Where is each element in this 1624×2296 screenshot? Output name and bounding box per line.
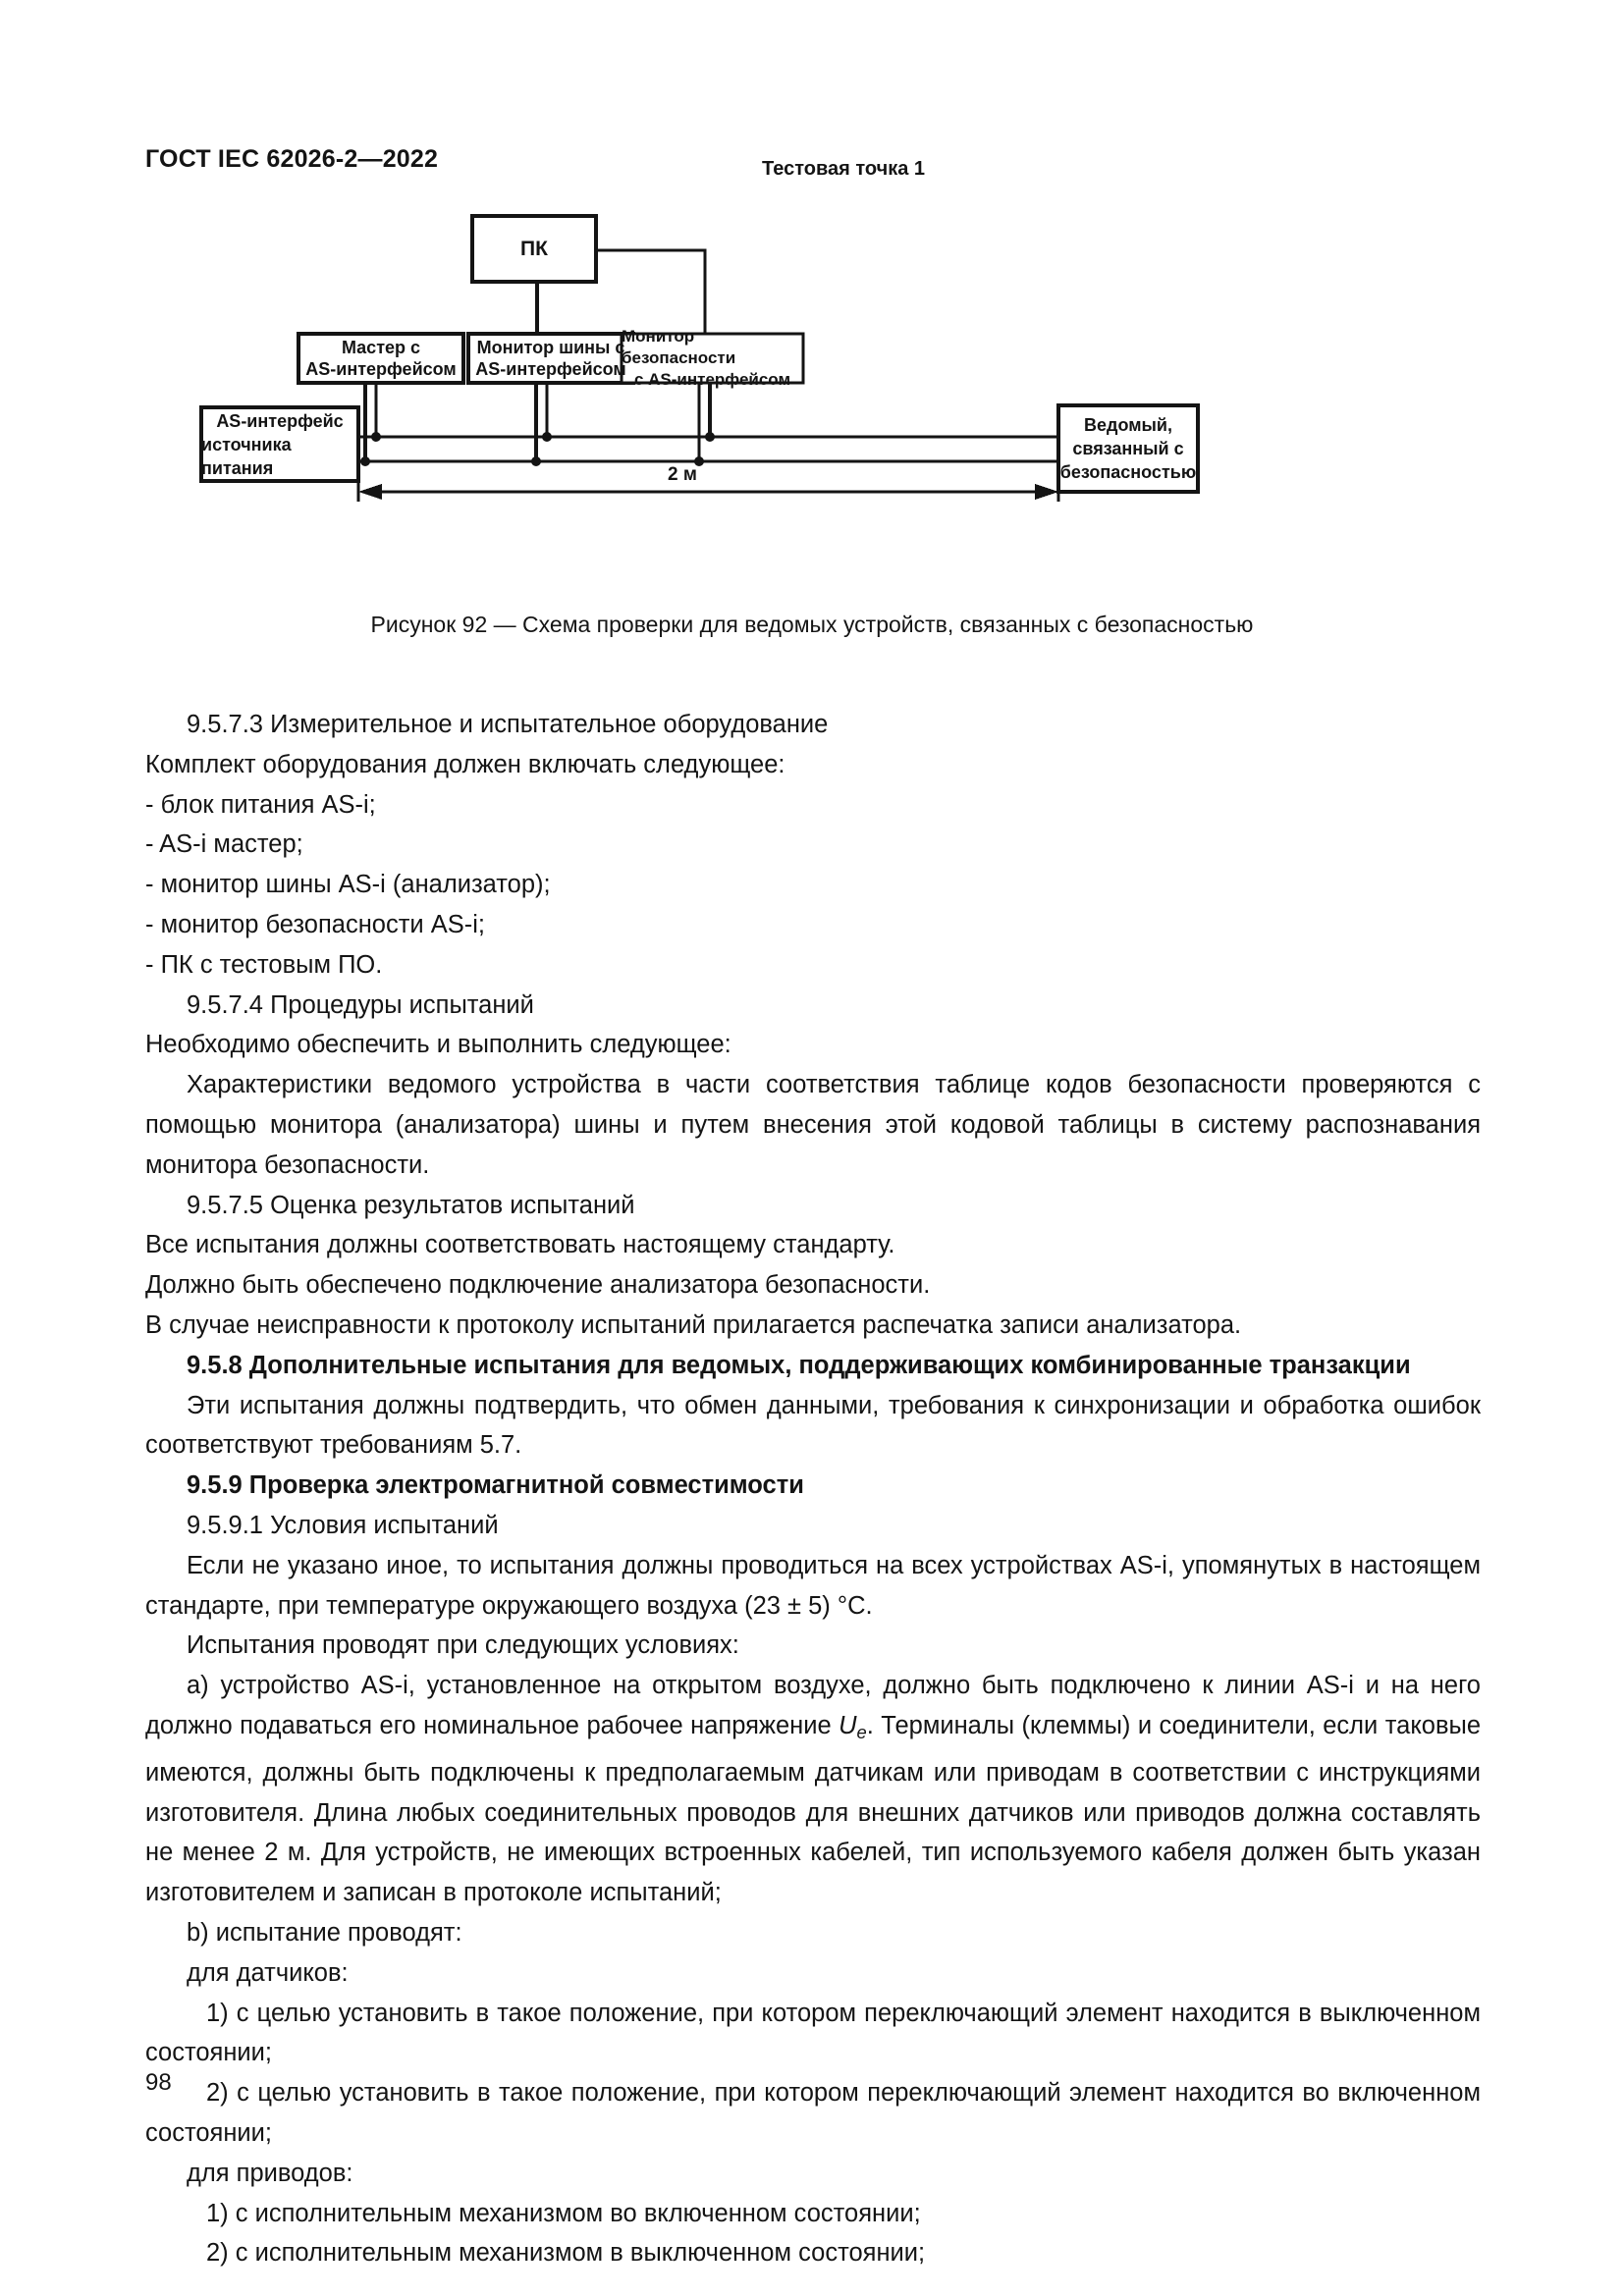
figure-label-pc: ПК — [520, 237, 548, 260]
para-item-a — [145, 1666, 1481, 1913]
para-actuators-label: для приводов: — [187, 2159, 353, 2187]
para-sensors-item-2: 2) с целью установить в такое положение, при котором переключающий элемент находится во включенном состоянии; — [145, 2079, 1481, 2148]
heading-9-5-7-3: 9.5.7.3 Измерительное и испытательное оборудование — [187, 711, 829, 738]
figure-label-master-line1: Мастер с — [341, 338, 421, 357]
para-sensors-label: для датчиков: — [187, 1958, 349, 1987]
para-item-a-part2: . Терминалы (клеммы) и соединители, если таковые имеются, должны быть подключены к предполагаемым датчикам или приводам в соответствии с инструкциями изготовителя. Длина любых соединительных проводов для внешних датчиков или приводов должна составлять не менее 2 м. Для устройств, не имеющих встроенных кабелей, тип используемого кабеля должен быть указан изготовителем и записан в протоколе испытаний; — [145, 1711, 1481, 1907]
page-number: 98 — [145, 2069, 172, 2096]
box-as-master — [298, 334, 463, 383]
figure-label-safety-monitor-line1: Монитор безопасности — [622, 327, 736, 367]
box-safety-monitor — [622, 334, 803, 383]
heading-9-5-8: 9.5.8 Дополнительные испытания для ведомых, поддерживающих комбинированные транзакции — [187, 1351, 1411, 1379]
figure-label-power-supply-line1: AS-интерфейс — [216, 410, 344, 431]
para-item-b: b) испытание проводят: — [187, 1919, 462, 1948]
figure-label-bus-monitor-line1: Монитор шины с — [476, 338, 625, 357]
figure-label-slave-line2: связанный с — [1072, 439, 1184, 458]
para-all-tests-comply: Все испытания должны соответствовать настоящему стандарту. — [145, 1231, 895, 1259]
figure-92-caption: Рисунок 92 — Схема проверки для ведомых устройств, связанных с безопасностью — [370, 612, 1254, 637]
para-conditions-intro: Испытания проводят при следующих условиях: — [187, 1631, 739, 1660]
para-sensors-item-1: 1) с целью установить в такое положение, при котором переключающий элемент находится в выключенном состоянии; — [145, 1999, 1481, 2067]
figure-label-bus-monitor-line2: AS-интерфейсом — [475, 359, 626, 379]
para-actuators-item-2: 2) с исполнительным механизмом в выключенном состоянии; — [206, 2239, 926, 2268]
para-analyzer-connection: Должно быть обеспечено подключение анализатора безопасности. — [145, 1271, 931, 1300]
para-procedures-intro: Необходимо обеспечить и выполнить следующее: — [145, 1031, 731, 1059]
heading-9-5-9-1: 9.5.9.1 Условия испытаний — [187, 1511, 499, 1539]
list-item-bus-monitor: - монитор шины AS-i (анализатор); — [145, 871, 551, 899]
body-text — [145, 705, 1481, 2273]
box-power-supply — [201, 407, 358, 481]
figure-dimension-label: 2 м — [668, 464, 697, 485]
symbol-voltage-subscript-e: e — [856, 1722, 867, 1743]
box-bus-monitor — [468, 334, 633, 383]
para-slave-characteristics: Характеристики ведомого устройства в части соответствия таблице кодов безопасности проверяются с помощью монитора (анализатора) шины и путем внесения этой кодовой таблицы в систему распознавания монитора безопасности. — [145, 1071, 1481, 1179]
figure-label-slave-line3: безопасностью — [1059, 462, 1197, 482]
figure-label-slave-line1: Ведомый, — [1084, 415, 1172, 435]
para-test-conditions-temp: Если не указано иное, то испытания должны проводиться на всех устройствах AS-i, упомянутых в настоящем стандарте, при температуре окружающего воздуха (23 ± 5) °С. — [145, 1551, 1481, 1620]
dimension-line-2m — [358, 461, 1058, 502]
figure-label-master-line2: AS-интерфейсом — [305, 359, 457, 379]
para-actuators-item-1: 1) с исполнительным механизмом во включенном состоянии; — [206, 2199, 921, 2227]
figure-test-point-label: Тестовая точка 1 — [762, 158, 926, 180]
figure-label-safety-monitor-line2: с AS-интерфейсом — [633, 370, 791, 389]
running-header-standard-ref: ГОСТ IEC 62026-2—2022 — [145, 145, 439, 173]
heading-9-5-7-5: 9.5.7.5 Оценка результатов испытаний — [187, 1191, 635, 1219]
box-safety-slave — [1058, 405, 1198, 492]
figure-92-diagram — [0, 201, 1624, 614]
heading-9-5-7-4: 9.5.7.4 Процедуры испытаний — [187, 990, 534, 1019]
heading-9-5-9: 9.5.9 Проверка электромагнитной совместимости — [187, 1471, 804, 1500]
list-item-safety-monitor: - монитор безопасности AS-i; — [145, 910, 486, 938]
list-item-pc: - ПК с тестовым ПО. — [145, 950, 383, 979]
figure-label-power-supply-line2: источника питания — [201, 434, 292, 478]
box-pc — [472, 216, 596, 282]
list-item-power-supply: - блок питания AS-i; — [145, 790, 376, 819]
list-item-master: - AS-i мастер; — [145, 830, 303, 859]
symbol-voltage-u: U — [839, 1711, 857, 1739]
para-fault-printout: В случае неисправности к протоколу испытаний прилагается распечатка записи анализатора. — [145, 1310, 1242, 1339]
para-item-a-part1: а) устройство AS-i, установленное на открытом воздухе, должно быть подключено к линии AS-i и на него должно подаваться его номинальное рабочее напряжение — [145, 1672, 1481, 1739]
para-equipment-intro: Комплект оборудования должен включать следующее: — [145, 750, 785, 778]
para-combined-transactions: Эти испытания должны подтвердить, что обмен данными, требования к синхронизации и обработка ошибок соответствуют требованиям 5.7. — [145, 1391, 1481, 1460]
